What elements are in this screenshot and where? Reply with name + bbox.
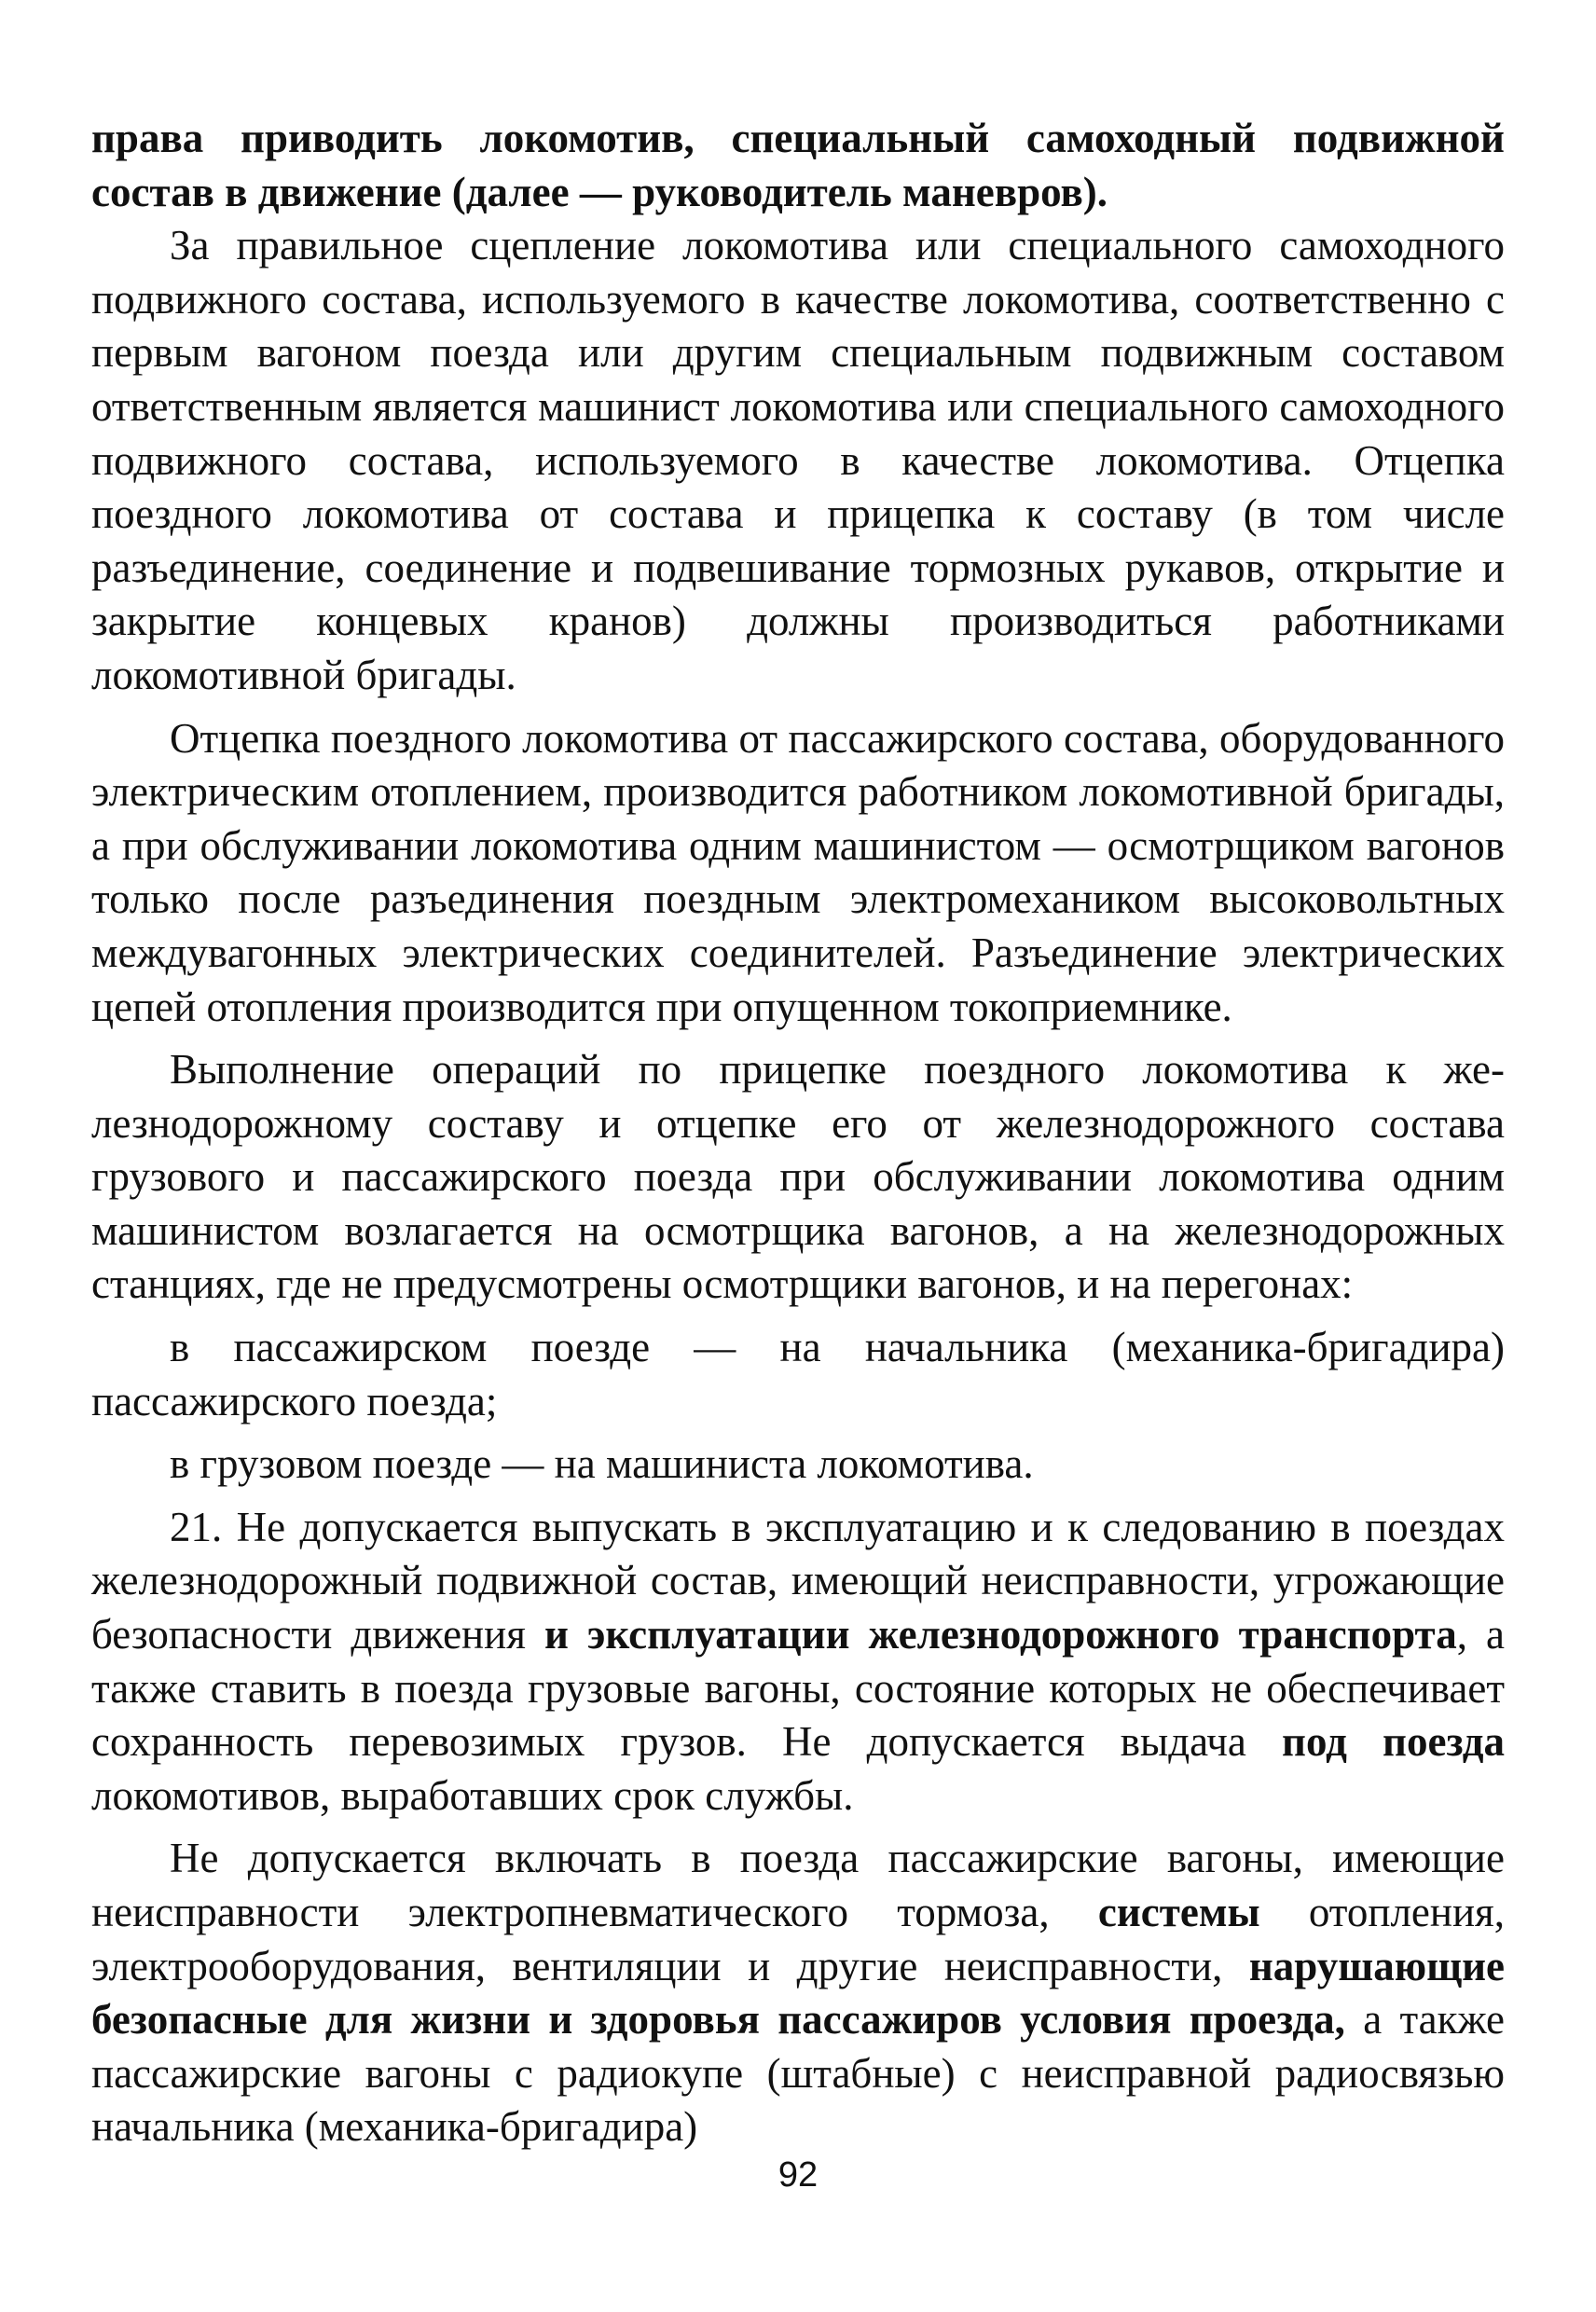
paragraph [91, 1832, 1505, 2154]
paragraph [91, 112, 1505, 219]
document-page [91, 112, 1505, 2154]
text-run: Не допускается включать в поезда пассажирские вагоны, имеющие неисправности электропневматического тормоза, [91, 1835, 1505, 1935]
bold-text-run: системы [1097, 1889, 1260, 1935]
text-run: локомотивов, выработавших срок службы. [91, 1771, 854, 1819]
text-run: в пассажирском поезде — на начальника (механика-бригадира) пассажирского поезда; [91, 1324, 1505, 1424]
text-run: а также пассажирские вагоны с радиокупе (штабные) с неисправной радиосвязью начальника (механика-бригадира) [91, 1996, 1505, 2151]
paragraph [91, 1321, 1505, 1428]
page-number: 92 [777, 2155, 819, 2195]
bold-text-run: права приводить локомотив, специальный самоходный подвижной состав в движение (далее — руководитель маневров). [91, 115, 1505, 215]
text-run: 21. Не допускается выпускать в эксплуатацию и к следованию в поездах железнодорожный подвижной состав, имеющий неисправности, угрожающие безопасности движения [91, 1503, 1505, 1658]
bold-text-run: и эксплуатации железнодорожного транспорта [543, 1611, 1457, 1658]
text-run: в грузовом поезде — на машиниста локомотива. [170, 1440, 1034, 1488]
paragraph [91, 712, 1505, 1035]
paragraph [91, 1438, 1505, 1492]
text-run: , а также ставить в поезда грузовые вагоны, состояние которых не обеспечивает сохранность перевозимых грузов. Не допускается выдача [91, 1611, 1505, 1766]
text-run: Выполнение операций по прицепке поездного локомотива к железнодорожному составу и отцепке его от железнодорожного состава грузового и пассажирского поезда при обслуживании локомотива одним машинистом возлагается на осмотрщика вагонов, а на железнодорожных станциях, где не предусмотрены осмотрщики вагонов, и на перегонах: [91, 1046, 1505, 1308]
paragraph [91, 1501, 1505, 1823]
paragraph [91, 219, 1505, 702]
text-run: отопления, электрооборудования, вентиляции и другие неисправности, [91, 1889, 1505, 1989]
paragraph [91, 1043, 1505, 1312]
bold-text-run: нарушающие безопасные для жизни и здоровья пассажиров условия проезда, [91, 1942, 1505, 2044]
text-run: За правильное сцепление локомотива или специального самоходного подвижного состава, используемого в качестве локомотива, соответственно с первым вагоном поезда или другим специальным подвижным составом ответственным является машинист локомотива или специального самоходного подвижного состава, используемого в качестве локомотива. Отцепка поездного локомотива от состава и прицепка к составу (в том числе разъединение, соединение и подвешивание тормозных рукавов, открытие и закрытие концевых кранов) должны производиться работниками локомотивной бригады. [91, 222, 1505, 698]
text-run: Отцепка поездного локомотива от пассажирского состава, оборудованного электрическим отоплением, производится работником локомотивной бригады, а при обслуживании локомотива одним машинистом — осмотрщиком вагонов только после разъединения поездным электромехаником высоковольтных междувагонных электрических соединителей. Разъединение электрических цепей отопления производится при опущенном токоприемнике. [91, 714, 1505, 1030]
bold-text-run: под поезда [1282, 1718, 1505, 1766]
